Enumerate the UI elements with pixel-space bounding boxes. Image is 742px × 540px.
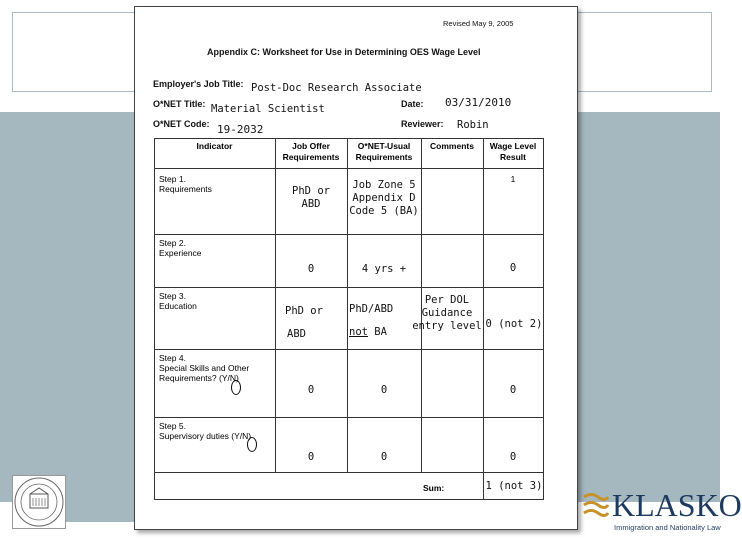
step5-job-offer: 0 [307,451,315,463]
slide-footer-band [60,502,140,522]
step1-job-offer: PhD or ABD [292,185,330,210]
step3-job-offer-2: ABD [287,328,306,340]
step1-onet: Job Zone 5 Appendix D Code 5 (BA) [349,179,419,217]
step2-job-offer: 0 [307,263,315,275]
step1-indicator: Step 1. Requirements [159,174,212,194]
step3-onet-1: PhD/ABD [349,303,394,315]
header-indicator: Indicator [196,141,233,151]
step3-comments: Per DOL Guidance entry level [412,294,482,332]
worksheet-title: Appendix C: Worksheet for Use in Determining OES Wage Level [207,47,481,57]
step2-result: 0 [509,262,517,274]
step3-result: 0 (not 2) [485,318,543,330]
worksheet-document [134,6,578,530]
header-job-offer: Job Offer Requirements [282,141,340,162]
step1-result: 1 [510,174,516,184]
step3-job-offer-1: PhD or [285,305,323,317]
job-title-value: Post-Doc Research Associate [251,82,422,94]
sum-label: Sum: [423,483,445,493]
klasko-tagline: Immigration and Nationality Law [614,523,721,532]
onet-title-label: O*NET Title: [153,99,206,109]
reviewer-value: Robin [457,119,489,131]
step3-indicator: Step 3. Education [159,291,197,311]
onet-title-value: Material Scientist [211,103,325,115]
step5-result: 0 [509,451,517,463]
reviewer-label: Reviewer: [401,119,444,129]
step5-indicator: Step 5. Supervisory duties (Y/N) [159,421,252,441]
onet-code-label: O*NET Code: [153,119,210,129]
step5-circle-mark [247,437,257,452]
date-label: Date: [401,99,424,109]
header-wage-level: Wage Level Result [489,141,537,162]
header-comments: Comments [430,141,474,151]
university-seal-logo [12,475,66,529]
klasko-name: KLASKO [612,487,742,523]
step3-onet-2: not BA [349,326,387,338]
sum-value: 1 (not 3) [485,480,543,492]
onet-code-value: 19-2032 [217,123,264,136]
date-value: 03/31/2010 [445,96,512,109]
klasko-wave-icon [582,491,608,521]
job-title-label: Employer's Job Title: [153,79,244,89]
step4-circle-mark [231,380,241,395]
step2-onet: 4 yrs + [361,263,407,275]
step4-job-offer: 0 [307,384,315,396]
klasko-logo [582,487,742,537]
step5-onet: 0 [380,451,388,463]
step4-onet: 0 [380,384,388,396]
revised-date: Revised May 9, 2005 [443,19,514,28]
header-onet-usual: O*NET-Usual Requirements [355,141,413,162]
step4-indicator: Step 4. Special Skills and Other Requirements? (Y/N) [159,353,250,383]
step4-result: 0 [509,384,517,396]
step2-indicator: Step 2. Experience [159,238,202,258]
